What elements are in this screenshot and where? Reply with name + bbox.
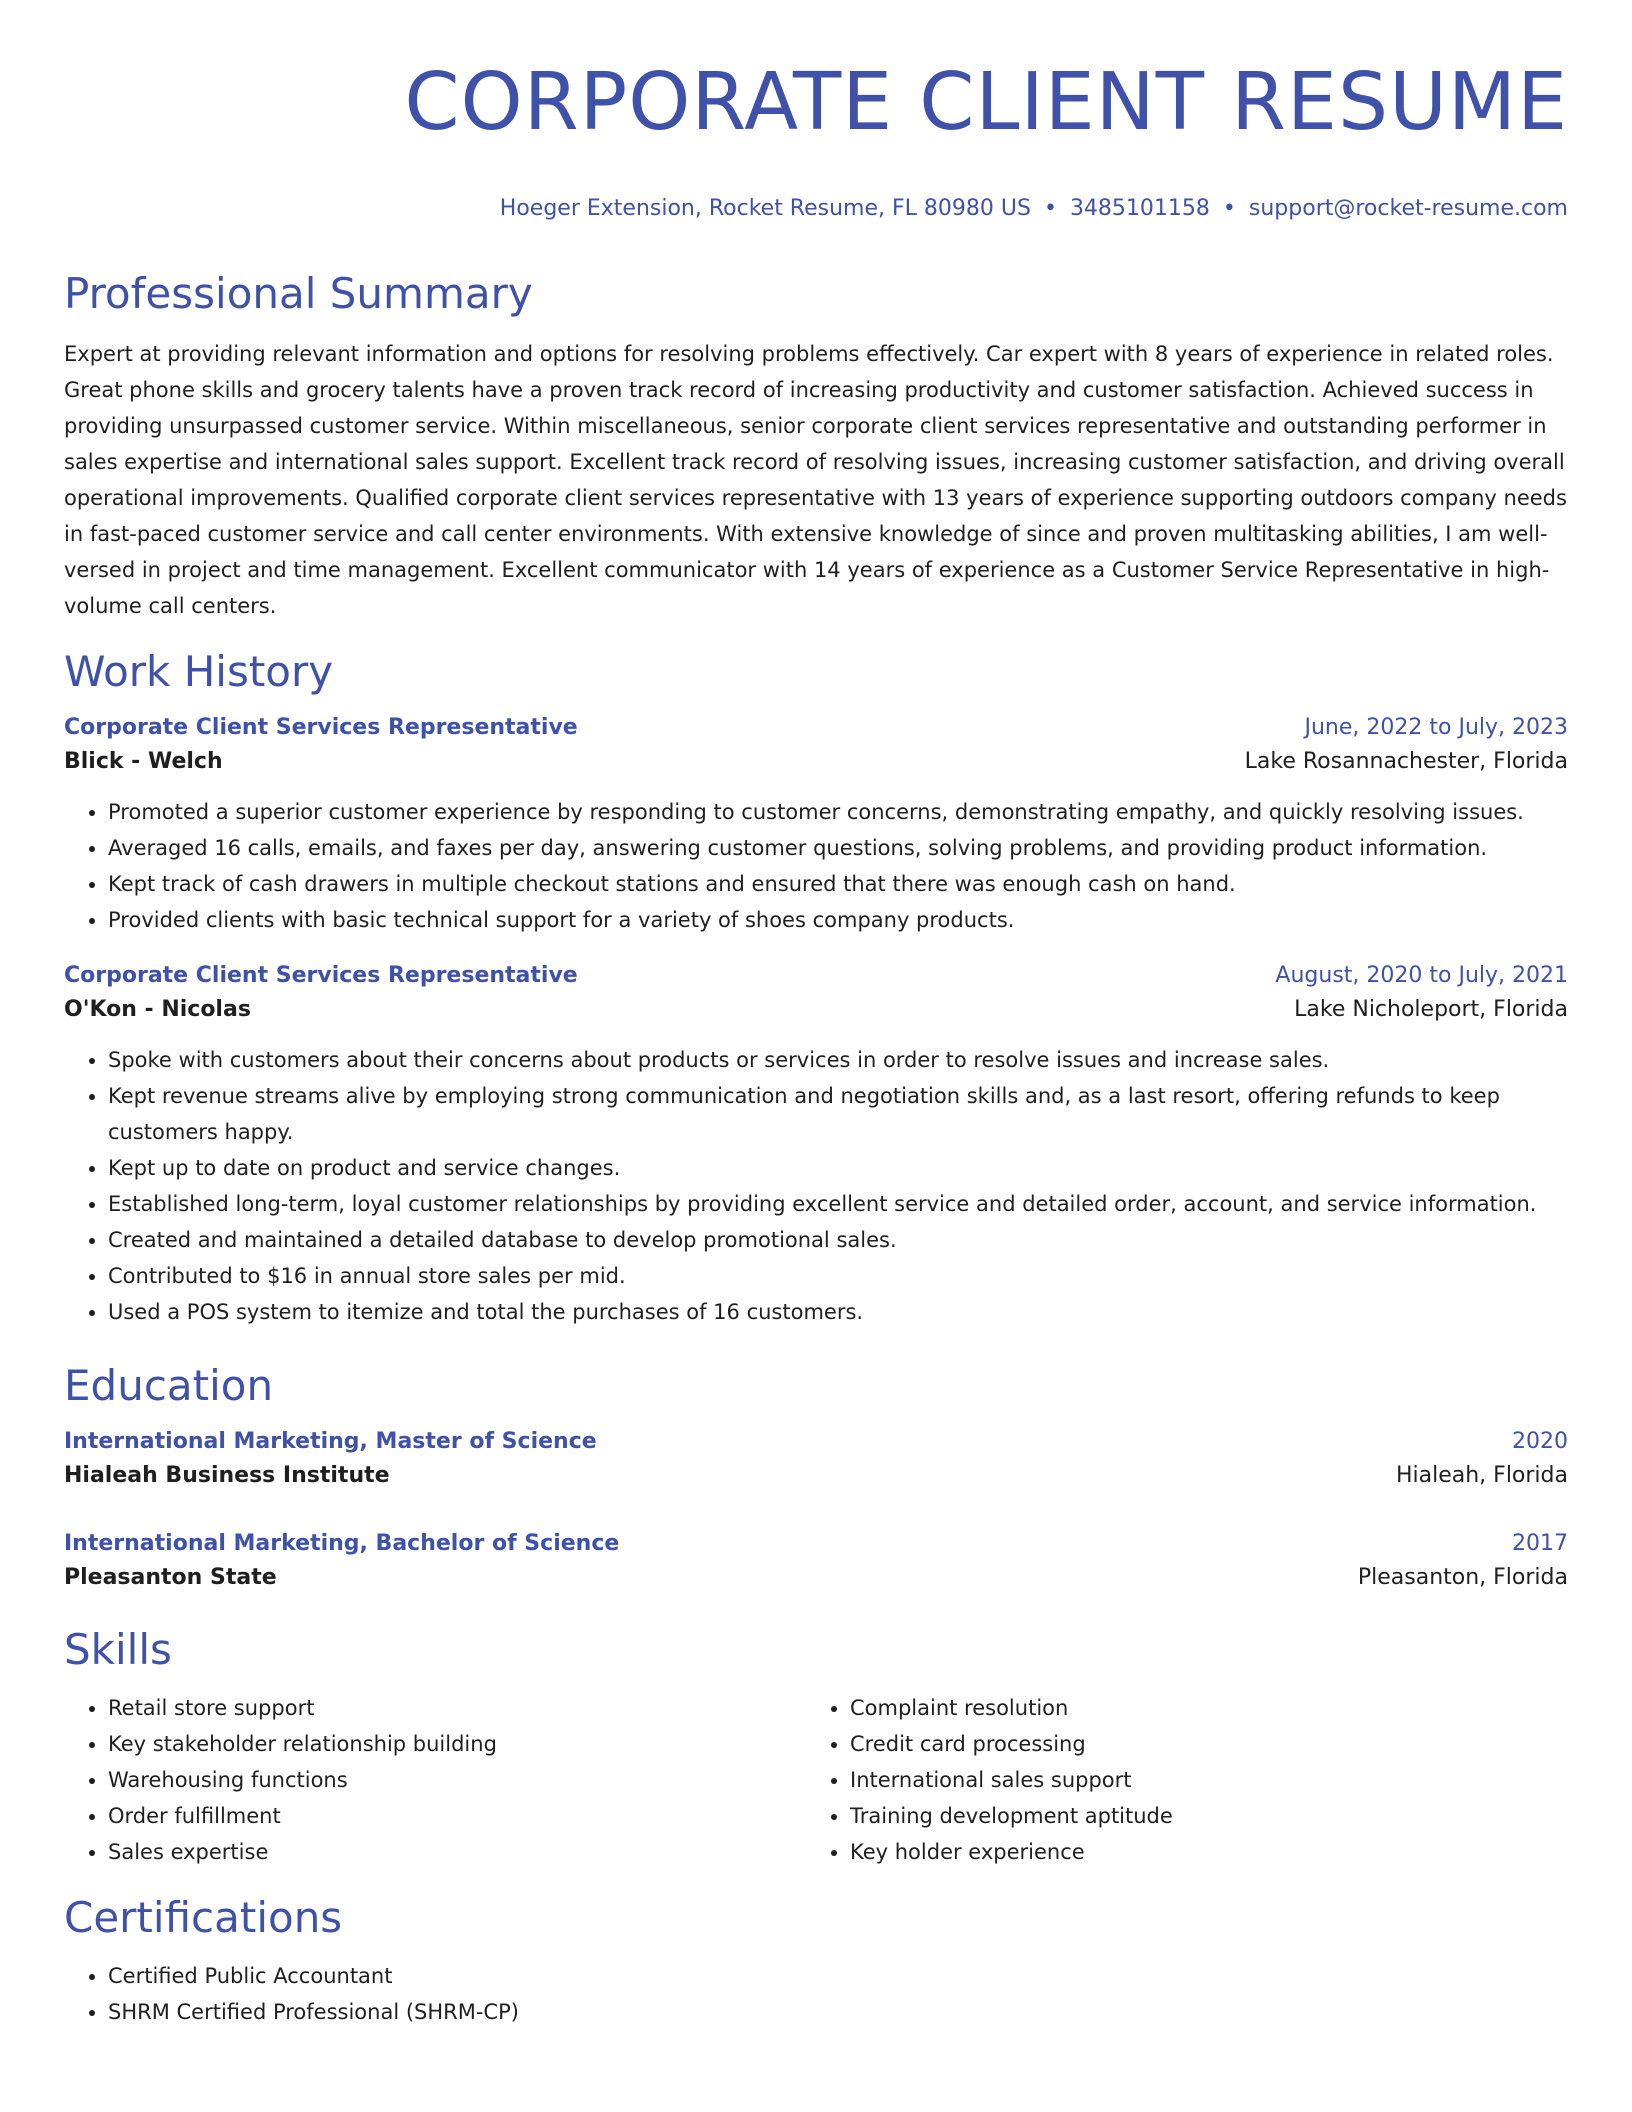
job-dates: August, 2020 to July, 2021: [1275, 963, 1568, 988]
education-entry: [64, 1426, 1568, 1494]
job-bullet: • Kept track of cash drawers in multiple checkout stations and ensured that there was enough cash on hand.: [108, 866, 1568, 902]
skill-item: • Key stakeholder relationship building: [108, 1726, 806, 1762]
skill-item: • International sales support: [850, 1762, 1548, 1798]
summary-heading: Professional Summary: [64, 269, 533, 318]
summary-text: Expert at providing relevant information and options for resolving problems effectively. Car expert with 8 years of experience in related roles. Great phone skills and grocery talents have a proven track record of increasing productivity and customer satisfaction. Achieved success in providing unsurpassed customer service. Within miscellaneous, senior corporate client services representative and outstanding performer in sales expertise and international sales support. Excellent track record of resolving issues, increasing customer satisfaction, and driving overall operational improvements. Qualified corporate client services representative with 13 years of experience supporting outdoors company needs in fast-paced customer service and call center environments. With extensive knowledge of since and proven multitasking abilities, I am well-versed in project and time management. Excellent communicator with 14 years of experience as a Customer Service Representative in high-volume call centers.: [64, 342, 1567, 618]
contact-email: support@rocket-resume.com: [1248, 196, 1568, 221]
work-history-section: [64, 646, 1568, 1330]
certification-item: • SHRM Certified Professional (SHRM-CP): [108, 1994, 1568, 2030]
education-location: Pleasanton, Florida: [1357, 1565, 1568, 1590]
skill-item: • Key holder experience: [850, 1834, 1548, 1870]
summary-section: [64, 268, 1568, 624]
job-bullet: • Created and maintained a detailed database to develop promotional sales.: [108, 1222, 1568, 1258]
skill-item: • Sales expertise: [108, 1834, 806, 1870]
job-bullet: • Contributed to $16 in annual store sales per mid.: [108, 1258, 1568, 1294]
job-title: Corporate Client Services Representative: [64, 715, 578, 740]
job-employer: O'Kon - Nicolas: [64, 997, 251, 1022]
job-bullet: • Established long-term, loyal customer relationships by providing excellent service and detailed order, account, and service information.: [108, 1186, 1568, 1222]
resume-name: CORPORATE CLIENT RESUME: [404, 56, 1568, 148]
skill-item: • Credit card processing: [850, 1726, 1548, 1762]
skill-item: • Order fulfillment: [108, 1798, 806, 1834]
skill-item: • Retail store support: [108, 1690, 806, 1726]
contact-phone: 3485101158: [1069, 196, 1210, 221]
skill-item: • Warehousing functions: [108, 1762, 806, 1798]
skills-list-right: [806, 1690, 1548, 1870]
contact-separator: •: [1222, 196, 1236, 221]
skills-heading: Skills: [64, 1625, 172, 1674]
certifications-list: [64, 1958, 1568, 2030]
contact-address: Hoeger Extension, Rocket Resume, FL 80980 US: [499, 196, 1031, 221]
job-bullets: [64, 794, 1568, 938]
certifications-heading: Certifications: [64, 1893, 343, 1942]
contact-separator: •: [1043, 196, 1057, 221]
job-bullet: • Kept revenue streams alive by employing strong communication and negotiation skills and, as a last resort, offering refunds to keep customers happy.: [108, 1078, 1568, 1150]
job-bullet: • Kept up to date on product and service changes.: [108, 1150, 1568, 1186]
education-degree: International Marketing, Bachelor of Science: [64, 1531, 620, 1556]
education-school: Hialeah Business Institute: [64, 1463, 390, 1488]
education-degree: International Marketing, Master of Science: [64, 1429, 597, 1454]
education-heading: Education: [64, 1361, 274, 1410]
job-dates: June, 2022 to July, 2023: [1304, 715, 1568, 740]
education-location: Hialeah, Florida: [1395, 1463, 1568, 1488]
job-employer: Blick - Welch: [64, 749, 223, 774]
job-bullet: • Promoted a superior customer experience by responding to customer concerns, demonstrating empathy, and quickly resolving issues.: [108, 794, 1568, 830]
skills-list-left: [64, 1690, 806, 1870]
education-school: Pleasanton State: [64, 1565, 277, 1590]
job-bullet: • Averaged 16 calls, emails, and faxes per day, answering customer questions, solving problems, and providing product information.: [108, 830, 1568, 866]
certification-item: • Certified Public Accountant: [108, 1958, 1568, 1994]
job-bullets: [64, 1042, 1568, 1330]
skill-item: • Complaint resolution: [850, 1690, 1548, 1726]
education-entry: [64, 1528, 1568, 1596]
certifications-section: [64, 1892, 1568, 2030]
education-year: 2017: [1512, 1531, 1568, 1556]
job-title: Corporate Client Services Representative: [64, 963, 578, 988]
job-entry: [64, 712, 1568, 938]
job-entry: [64, 960, 1568, 1330]
job-bullet: • Used a POS system to itemize and total the purchases of 16 customers.: [108, 1294, 1568, 1330]
work-history-heading: Work History: [64, 647, 334, 696]
job-location: Lake Nicholeport, Florida: [1294, 997, 1568, 1022]
contact-line: [64, 194, 1568, 224]
skill-item: • Training development aptitude: [850, 1798, 1548, 1834]
job-bullet: • Provided clients with basic technical support for a variety of shoes company products.: [108, 902, 1568, 938]
resume-header: [64, 52, 1568, 224]
job-location: Lake Rosannachester, Florida: [1244, 749, 1568, 774]
skills-section: [64, 1624, 1568, 1870]
skills-grid: [64, 1690, 1568, 1870]
education-section: [64, 1360, 1568, 1596]
education-year: 2020: [1512, 1429, 1568, 1454]
job-bullet: • Spoke with customers about their concerns about products or services in order to resolve issues and increase sales.: [108, 1042, 1568, 1078]
